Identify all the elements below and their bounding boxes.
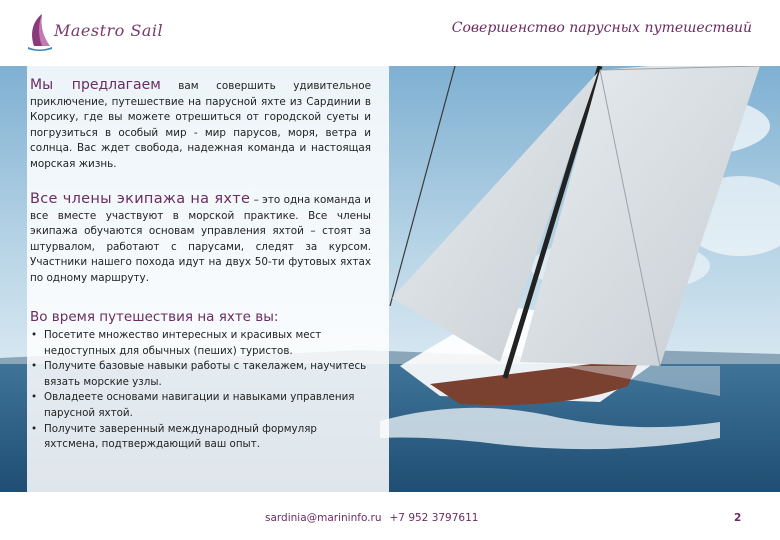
intro-lead: Мы предлагаем (30, 77, 161, 93)
benefits-list (30, 328, 371, 453)
page-footer (0, 492, 780, 540)
list-item: • Овладеете основами навигации и навыками управления парусной яхтой. (31, 391, 355, 419)
bullet-icon: • (31, 329, 38, 341)
brand-name: Maestro Sail (54, 21, 164, 40)
bullet-icon: • (31, 422, 38, 435)
phone-link[interactable]: +7 952 3797611 (389, 512, 479, 524)
bullet-icon: • (31, 391, 38, 404)
crew-lead: Все члены экипажа на яхте (30, 191, 251, 207)
crew-paragraph (30, 192, 371, 287)
sail-logo-icon (24, 12, 54, 52)
bullet-icon: • (31, 360, 38, 373)
list-heading: Во время путешествия на яхте вы: (30, 309, 279, 325)
intro-paragraph (30, 78, 371, 173)
email-link[interactable]: sardinia@marininfo.ru (265, 512, 382, 524)
list-item: • Получите базовые навыки работы с такелажем, научитесь вязать морские узлы. (31, 360, 367, 388)
page-number: 2 (734, 512, 742, 524)
list-item: • Получите заверенный международный формуляр яхтсмена, подтверждающий ваш опыт. (31, 422, 317, 451)
page-header (0, 0, 780, 66)
list-item: • Посетите множество интересных и красивых мест недоступных для обычных (пеших) туристов. (31, 329, 322, 357)
contact-info (265, 512, 478, 524)
brand-logo[interactable] (24, 12, 164, 52)
header-tagline: Совершенство парусных путешествий (451, 20, 752, 36)
crew-text: – это одна команда и все вместе участвуют в морской практике. Все члены экипажа обучаются основам управления яхтой – стоят за штурвалом, работают с парусами, следят за курсом. Участники нашего похода идут на двух 50-ти футовых яхтах по одному маршруту. (30, 194, 372, 284)
intro-text: вам совершить удивительное приключение, путешествие на парусной яхте из Сардинии в Корсику, где вы можете отрешиться от городской суеты и погрузиться в особый мир - мир парусов, моря, ветра и солнца. Вас ждет свобода, надежная команда и настоящая морская жизнь. (30, 80, 372, 170)
